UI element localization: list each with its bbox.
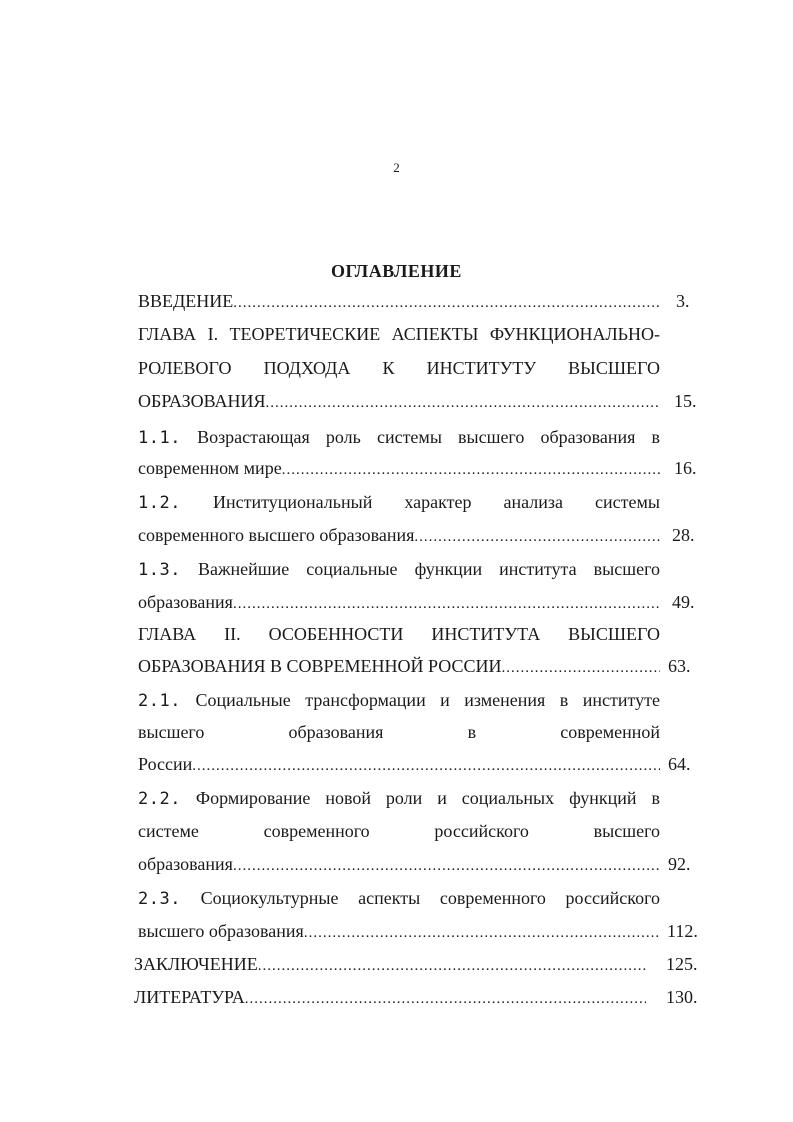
toc-entry-2-1-line-2[interactable]: высшего образования в современной — [138, 722, 660, 742]
toc-entry-1-1-line-2[interactable] — [138, 457, 660, 481]
toc-entry-page: 63. — [668, 656, 691, 676]
toc-entry-label: ОБРАЗОВАНИЯ В СОВРЕМЕННОЙ РОССИИ — [138, 656, 502, 676]
leader-dots — [304, 922, 660, 944]
toc-entry-label: Важнейшие социальные функции института высшего — [198, 559, 661, 579]
toc-entry-page: 28. — [672, 525, 695, 545]
toc-entry-page: 49. — [672, 592, 695, 612]
toc-entry-2-1-line-3[interactable] — [138, 753, 660, 777]
toc-entry-2-3-line-1[interactable] — [138, 887, 660, 910]
leader-dots — [501, 657, 660, 679]
toc-entry-label: образования — [138, 592, 233, 612]
toc-entry-2-3-line-2[interactable] — [138, 920, 660, 944]
toc-title: ОГЛАВЛЕНИЕ — [331, 261, 462, 281]
toc-entry-1-2-line-1[interactable] — [138, 491, 660, 514]
leader-dots — [282, 459, 660, 481]
toc-entry-1-1-line-1[interactable] — [138, 426, 660, 449]
toc-entry-label: Институциональный характер анализа системы — [213, 492, 661, 512]
toc-entry-chapter-1-line-3[interactable] — [138, 390, 660, 414]
leader-dots — [233, 593, 660, 615]
page-number: 2 — [393, 160, 400, 175]
toc-entry-label: ЛИТЕРАТУРА — [134, 987, 245, 1007]
toc-entry-label: Социальные трансформации и изменения в институте — [195, 690, 661, 710]
section-number: 1.2. — [138, 493, 181, 513]
toc-entry-label: современного высшего образования — [138, 525, 415, 545]
leader-dots — [414, 526, 660, 548]
toc-entry-chapter-1-line-2[interactable]: РОЛЕВОГО ПОДХОДА К ИНСТИТУТУ ВЫСШЕГО — [138, 358, 660, 378]
leader-dots — [245, 988, 646, 1010]
section-number: 2.3. — [138, 889, 181, 909]
toc-entry-label: ВВЕДЕНИЕ — [138, 291, 234, 311]
toc-entry-label: современном мире — [138, 458, 282, 478]
toc-entry-chapter-2-line-2[interactable] — [138, 655, 660, 679]
toc-entry-page: 3. — [676, 291, 690, 311]
leader-dots — [266, 392, 661, 414]
toc-entry-label: России — [138, 754, 193, 774]
toc-entry-2-2-line-2[interactable]: системе современного российского высшего — [138, 821, 660, 841]
toc-entry-1-3-line-1[interactable] — [138, 558, 660, 581]
toc-entry-1-3-line-2[interactable] — [138, 591, 660, 615]
leader-dots — [192, 755, 660, 777]
toc-entry-1-2-line-2[interactable] — [138, 524, 660, 548]
toc-entry-2-1-line-1[interactable] — [138, 689, 660, 712]
toc-entry-page: 15. — [674, 391, 697, 411]
toc-entry-label: ОБРАЗОВАНИЯ — [138, 391, 266, 411]
toc-entry-page: 64. — [668, 754, 691, 774]
section-number: 2.2. — [138, 789, 181, 809]
section-number: 2.1. — [138, 691, 181, 711]
section-number: 1.1. — [138, 428, 181, 448]
toc-entry-label: Социокультурные аспекты современного российского — [200, 888, 660, 908]
toc-entry-page: 112. — [667, 921, 698, 941]
toc-entry-label: Возрастающая роль системы высшего образования в — [197, 427, 661, 447]
toc-entry-chapter-1-line-1[interactable]: ГЛАВА I. ТЕОРЕТИЧЕСКИЕ АСПЕКТЫ ФУНКЦИОНАЛЬНО- — [138, 324, 660, 344]
toc-entry-page: 92. — [668, 854, 691, 874]
leader-dots — [233, 292, 660, 314]
section-number: 1.3. — [138, 560, 181, 580]
toc-entry-page: 130. — [666, 987, 698, 1007]
toc-entry-literature[interactable] — [134, 986, 646, 1010]
toc-entry-chapter-2-line-1[interactable]: ГЛАВА II. ОСОБЕННОСТИ ИНСТИТУТА ВЫСШЕГО — [138, 624, 660, 644]
toc-entry-2-2-line-3[interactable] — [138, 853, 660, 877]
toc-entry-page: 125. — [666, 954, 698, 974]
toc-entry-label: высшего образования — [138, 921, 304, 941]
leader-dots — [233, 855, 660, 877]
toc-entry-conclusion[interactable] — [134, 953, 646, 977]
toc-entry-2-2-line-1[interactable] — [138, 787, 660, 810]
leader-dots — [258, 955, 646, 977]
toc-entry-label: образования — [138, 854, 233, 874]
toc-entry-introduction[interactable] — [138, 290, 660, 314]
toc-entry-page: 16. — [674, 458, 697, 478]
toc-entry-label: Формирование новой роли и социальных функций в — [195, 788, 660, 808]
toc-entry-label: ЗАКЛЮЧЕНИЕ — [134, 954, 258, 974]
